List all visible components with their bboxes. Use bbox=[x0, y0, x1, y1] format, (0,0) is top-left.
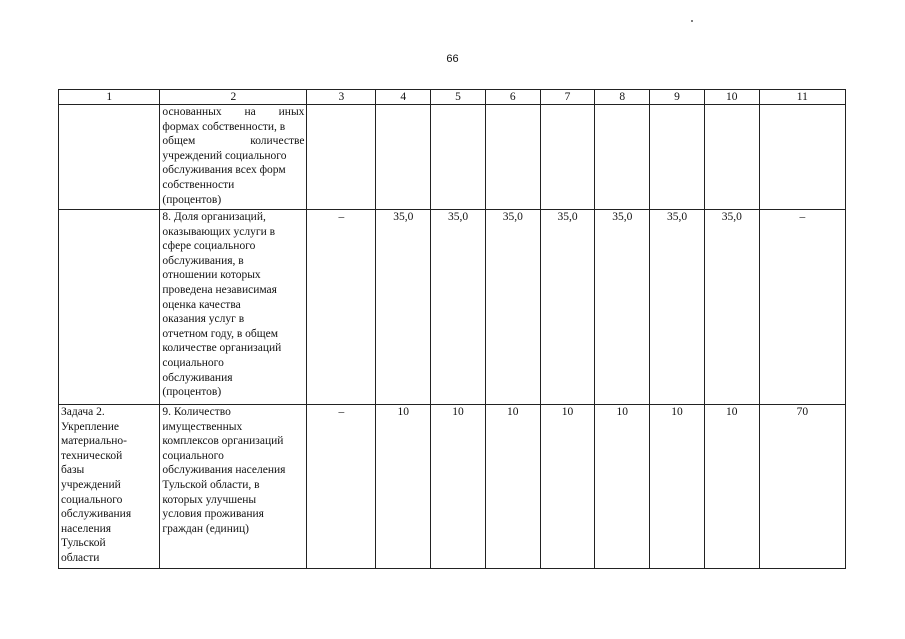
value-cell: 35,0 bbox=[485, 210, 540, 405]
text-line: имущественных bbox=[162, 420, 243, 433]
indicators-table bbox=[58, 89, 846, 569]
text-line: социального bbox=[162, 356, 224, 369]
value-cell: 10 bbox=[595, 405, 650, 569]
indicator-description bbox=[160, 405, 307, 569]
text-line: оценка качества bbox=[162, 298, 241, 311]
column-number: 4 bbox=[376, 90, 431, 105]
task-cell bbox=[59, 405, 160, 569]
text-line: учреждений социального bbox=[162, 149, 287, 162]
value-cell bbox=[485, 105, 540, 210]
text-line: отношении которых bbox=[162, 269, 261, 282]
value-cell: 35,0 bbox=[376, 210, 431, 405]
value-cell bbox=[376, 105, 431, 210]
text-line: проведена независимая bbox=[162, 283, 277, 296]
column-number: 11 bbox=[759, 90, 845, 105]
value-cell: 10 bbox=[650, 405, 705, 569]
column-number: 7 bbox=[540, 90, 595, 105]
value-cell: 35,0 bbox=[650, 210, 705, 405]
value-cell: 70 bbox=[759, 405, 845, 569]
task-cell bbox=[59, 210, 160, 405]
page-number: 66 bbox=[446, 53, 459, 65]
text-line: учреждений bbox=[61, 478, 121, 491]
value-cell bbox=[704, 105, 759, 210]
value-cell: 35,0 bbox=[704, 210, 759, 405]
text-line: сфере социального bbox=[162, 240, 256, 253]
text-line: области bbox=[61, 551, 100, 564]
text-line: общем количестве bbox=[162, 135, 305, 148]
text-line: населения bbox=[61, 522, 112, 535]
indicator-description bbox=[160, 105, 307, 210]
column-number: 2 bbox=[160, 90, 307, 105]
text-line: обслуживания bbox=[61, 508, 132, 521]
column-number: 1 bbox=[59, 90, 160, 105]
text-line: 9. Количество bbox=[162, 406, 231, 418]
text-line: собственности bbox=[162, 178, 235, 191]
text-line: Укрепление bbox=[61, 420, 119, 433]
text-line: которых улучшены bbox=[162, 493, 257, 506]
text-line: формах собственности, в bbox=[162, 120, 286, 133]
text-line: (процентов) bbox=[162, 193, 222, 206]
text-line: условия проживания bbox=[162, 508, 264, 521]
text-line: Тульской области, в bbox=[162, 478, 260, 491]
value-cell: 10 bbox=[376, 405, 431, 569]
value-cell: 35,0 bbox=[595, 210, 650, 405]
text-line: Задача 2. bbox=[61, 406, 105, 418]
column-number: 6 bbox=[485, 90, 540, 105]
text-line: оказывающих услуги в bbox=[162, 225, 276, 238]
text-line: базы bbox=[61, 464, 85, 477]
text-line: Тульской bbox=[61, 537, 106, 550]
column-number: 3 bbox=[307, 90, 376, 105]
value-cell: 35,0 bbox=[431, 210, 486, 405]
table-row bbox=[59, 405, 846, 569]
text-line: социального bbox=[61, 493, 123, 506]
column-number: 9 bbox=[650, 90, 705, 105]
value-cell bbox=[759, 105, 845, 210]
column-number: 8 bbox=[595, 90, 650, 105]
value-cell bbox=[540, 105, 595, 210]
value-cell: – bbox=[307, 405, 376, 569]
text-line: комплексов организаций bbox=[162, 435, 284, 448]
value-cell: 35,0 bbox=[540, 210, 595, 405]
scan-speck bbox=[691, 20, 693, 22]
table-row bbox=[59, 210, 846, 405]
value-cell: 10 bbox=[485, 405, 540, 569]
text-line: оказания услуг в bbox=[162, 313, 245, 326]
text-line: технической bbox=[61, 449, 123, 462]
text-line: материально- bbox=[61, 435, 127, 448]
text-line: обслуживания bbox=[162, 371, 233, 384]
value-cell: – bbox=[759, 210, 845, 405]
value-cell bbox=[431, 105, 486, 210]
text-line: обслуживания всех форм bbox=[162, 164, 286, 177]
text-line: обслуживания, в bbox=[162, 254, 244, 267]
indicator-description bbox=[160, 210, 307, 405]
text-line: основанных на иных bbox=[162, 106, 305, 118]
text-line: (процентов) bbox=[162, 386, 222, 399]
task-cell bbox=[59, 105, 160, 210]
value-cell bbox=[307, 105, 376, 210]
value-cell bbox=[650, 105, 705, 210]
value-cell: 10 bbox=[431, 405, 486, 569]
table-row bbox=[59, 105, 846, 210]
text-line: граждан (единиц) bbox=[162, 522, 249, 535]
column-number: 10 bbox=[704, 90, 759, 105]
value-cell: 10 bbox=[540, 405, 595, 569]
value-cell: – bbox=[307, 210, 376, 405]
text-line: социального bbox=[162, 449, 224, 462]
table-header-row bbox=[59, 90, 846, 105]
text-line: 8. Доля организаций, bbox=[162, 211, 266, 223]
text-line: обслуживания населения bbox=[162, 464, 286, 477]
column-number: 5 bbox=[431, 90, 486, 105]
text-line: отчетном году, в общем bbox=[162, 327, 278, 340]
value-cell: 10 bbox=[704, 405, 759, 569]
text-line: количестве организаций bbox=[162, 342, 282, 355]
value-cell bbox=[595, 105, 650, 210]
